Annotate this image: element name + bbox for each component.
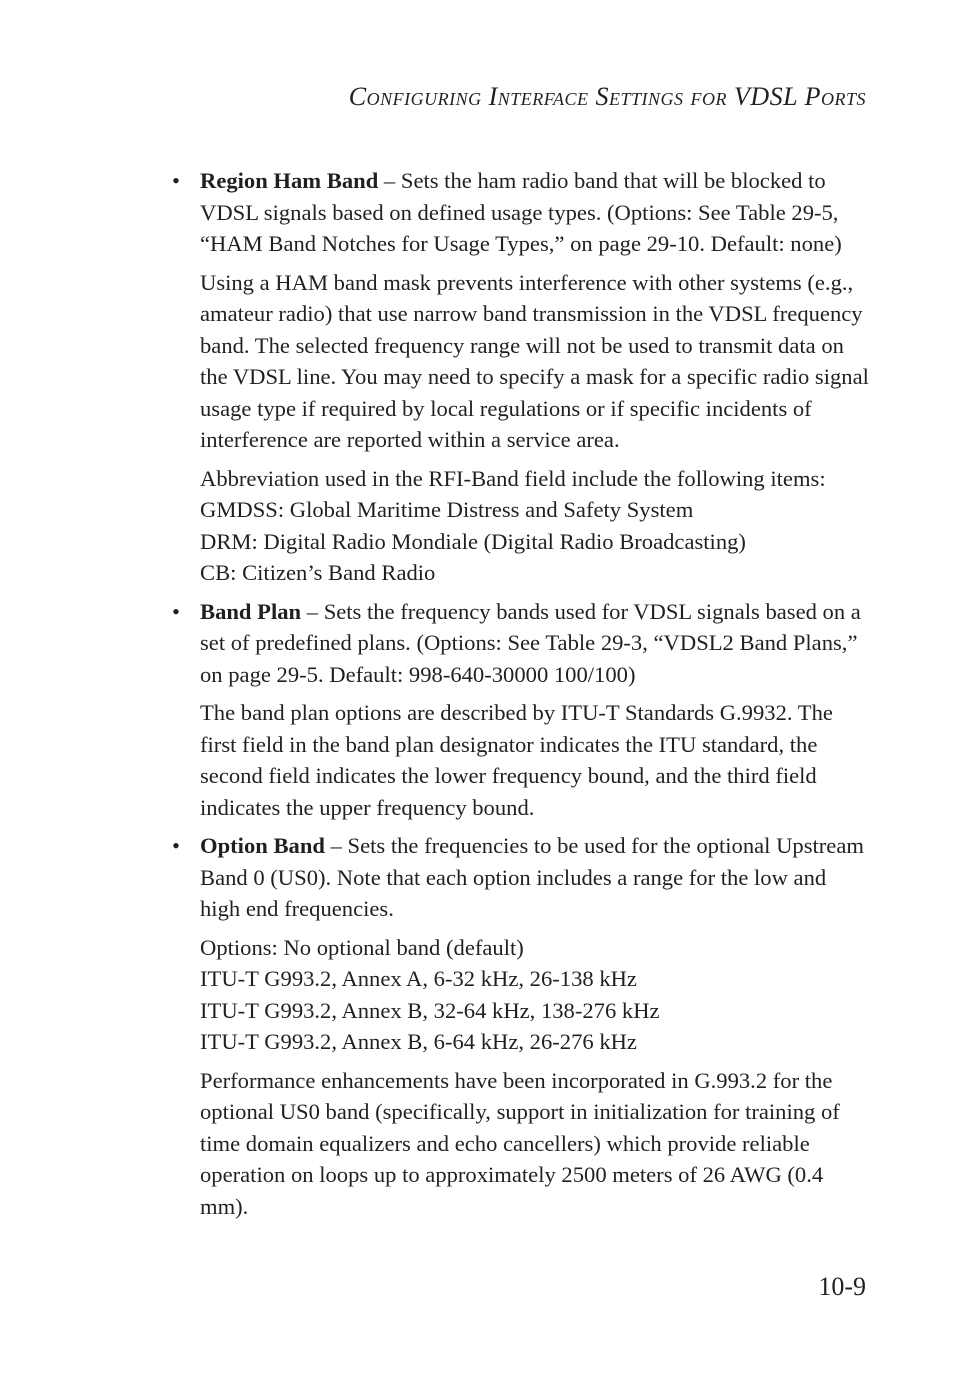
- list-line: DRM: Digital Radio Mondiale (Digital Radio Broadcasting): [200, 528, 746, 554]
- list-line: ITU-T G993.2, Annex B, 6-64 kHz, 26-276 kHz: [200, 1029, 637, 1054]
- term-description: – Sets the frequencies to be used for the optional Upstream Band 0 (US0). Note that each option includes a range for the low and high end frequencies.: [200, 833, 864, 921]
- term-label: Band Plan: [200, 598, 302, 624]
- term-label: Region Ham Band: [200, 168, 379, 193]
- bullet-dot: •: [172, 168, 180, 193]
- abbreviation-list: [170, 463, 870, 589]
- paragraph: The band plan options are described by ITU-T Standards G.9932. The first field in the band plan designator indicates the ITU standard, the second field indicates the lower frequency bound, and the third field indicates the upper frequency bound.: [200, 700, 833, 820]
- options-list: [170, 932, 870, 1058]
- term-description: – Sets the frequency bands used for VDSL signals based on a set of predefined plans. (Options: See Table 29-3, “VDSL2 Band Plans,” on page 29-5. Default: 998-640-30000 100/100): [200, 598, 861, 687]
- bullet-band-plan: [170, 596, 870, 691]
- list-line: Abbreviation used in the RFI-Band field include the following items:: [200, 465, 826, 491]
- page-body: [170, 165, 870, 1222]
- paragraph: Performance enhancements have been incorporated in G.993.2 for the optional US0 band (specifically, support in initialization for training of time domain equalizers and echo cancellers) which provide reliable operation on loops up to approximately 2500 meters of 26 AWG (0.4 mm).: [200, 1067, 840, 1219]
- bullet-dot: •: [172, 598, 180, 624]
- list-line: ITU-T G993.2, Annex B, 32-64 kHz, 138-276 kHz: [200, 997, 660, 1023]
- list-line: Options: No optional band (default): [200, 934, 524, 960]
- term-label: Option Band: [200, 833, 325, 858]
- running-header-title: Configuring Interface Settings for VDSL Ports: [348, 82, 866, 111]
- paragraph: Using a HAM band mask prevents interference with other systems (e.g., amateur radio) that use narrow band transmission in the VDSL frequency band. The selected frequency range will not be used to transmit data on the VDSL line. You may need to specify a mask for a specific radio signal usage type if required by local regulations or if specific incidents of interference are reported within a service area.: [200, 269, 869, 452]
- list-line: ITU-T G993.2, Annex A, 6-32 kHz, 26-138 kHz: [200, 966, 637, 991]
- bullet-dot: •: [172, 833, 180, 858]
- list-line: GMDSS: Global Maritime Distress and Safety System: [200, 497, 694, 522]
- term-description: – Sets the ham radio band that will be blocked to VDSL signals based on defined usage types. (Options: See Table 29-5, “HAM Band Notches for Usage Types,” on page 29-10. Default: none): [200, 168, 842, 256]
- running-header: [349, 82, 866, 112]
- bullet-region-ham-band: [170, 165, 870, 260]
- page-number: 10-9: [818, 1272, 866, 1301]
- list-line: CB: Citizen’s Band Radio: [200, 560, 436, 585]
- bullet-option-band: [170, 830, 870, 925]
